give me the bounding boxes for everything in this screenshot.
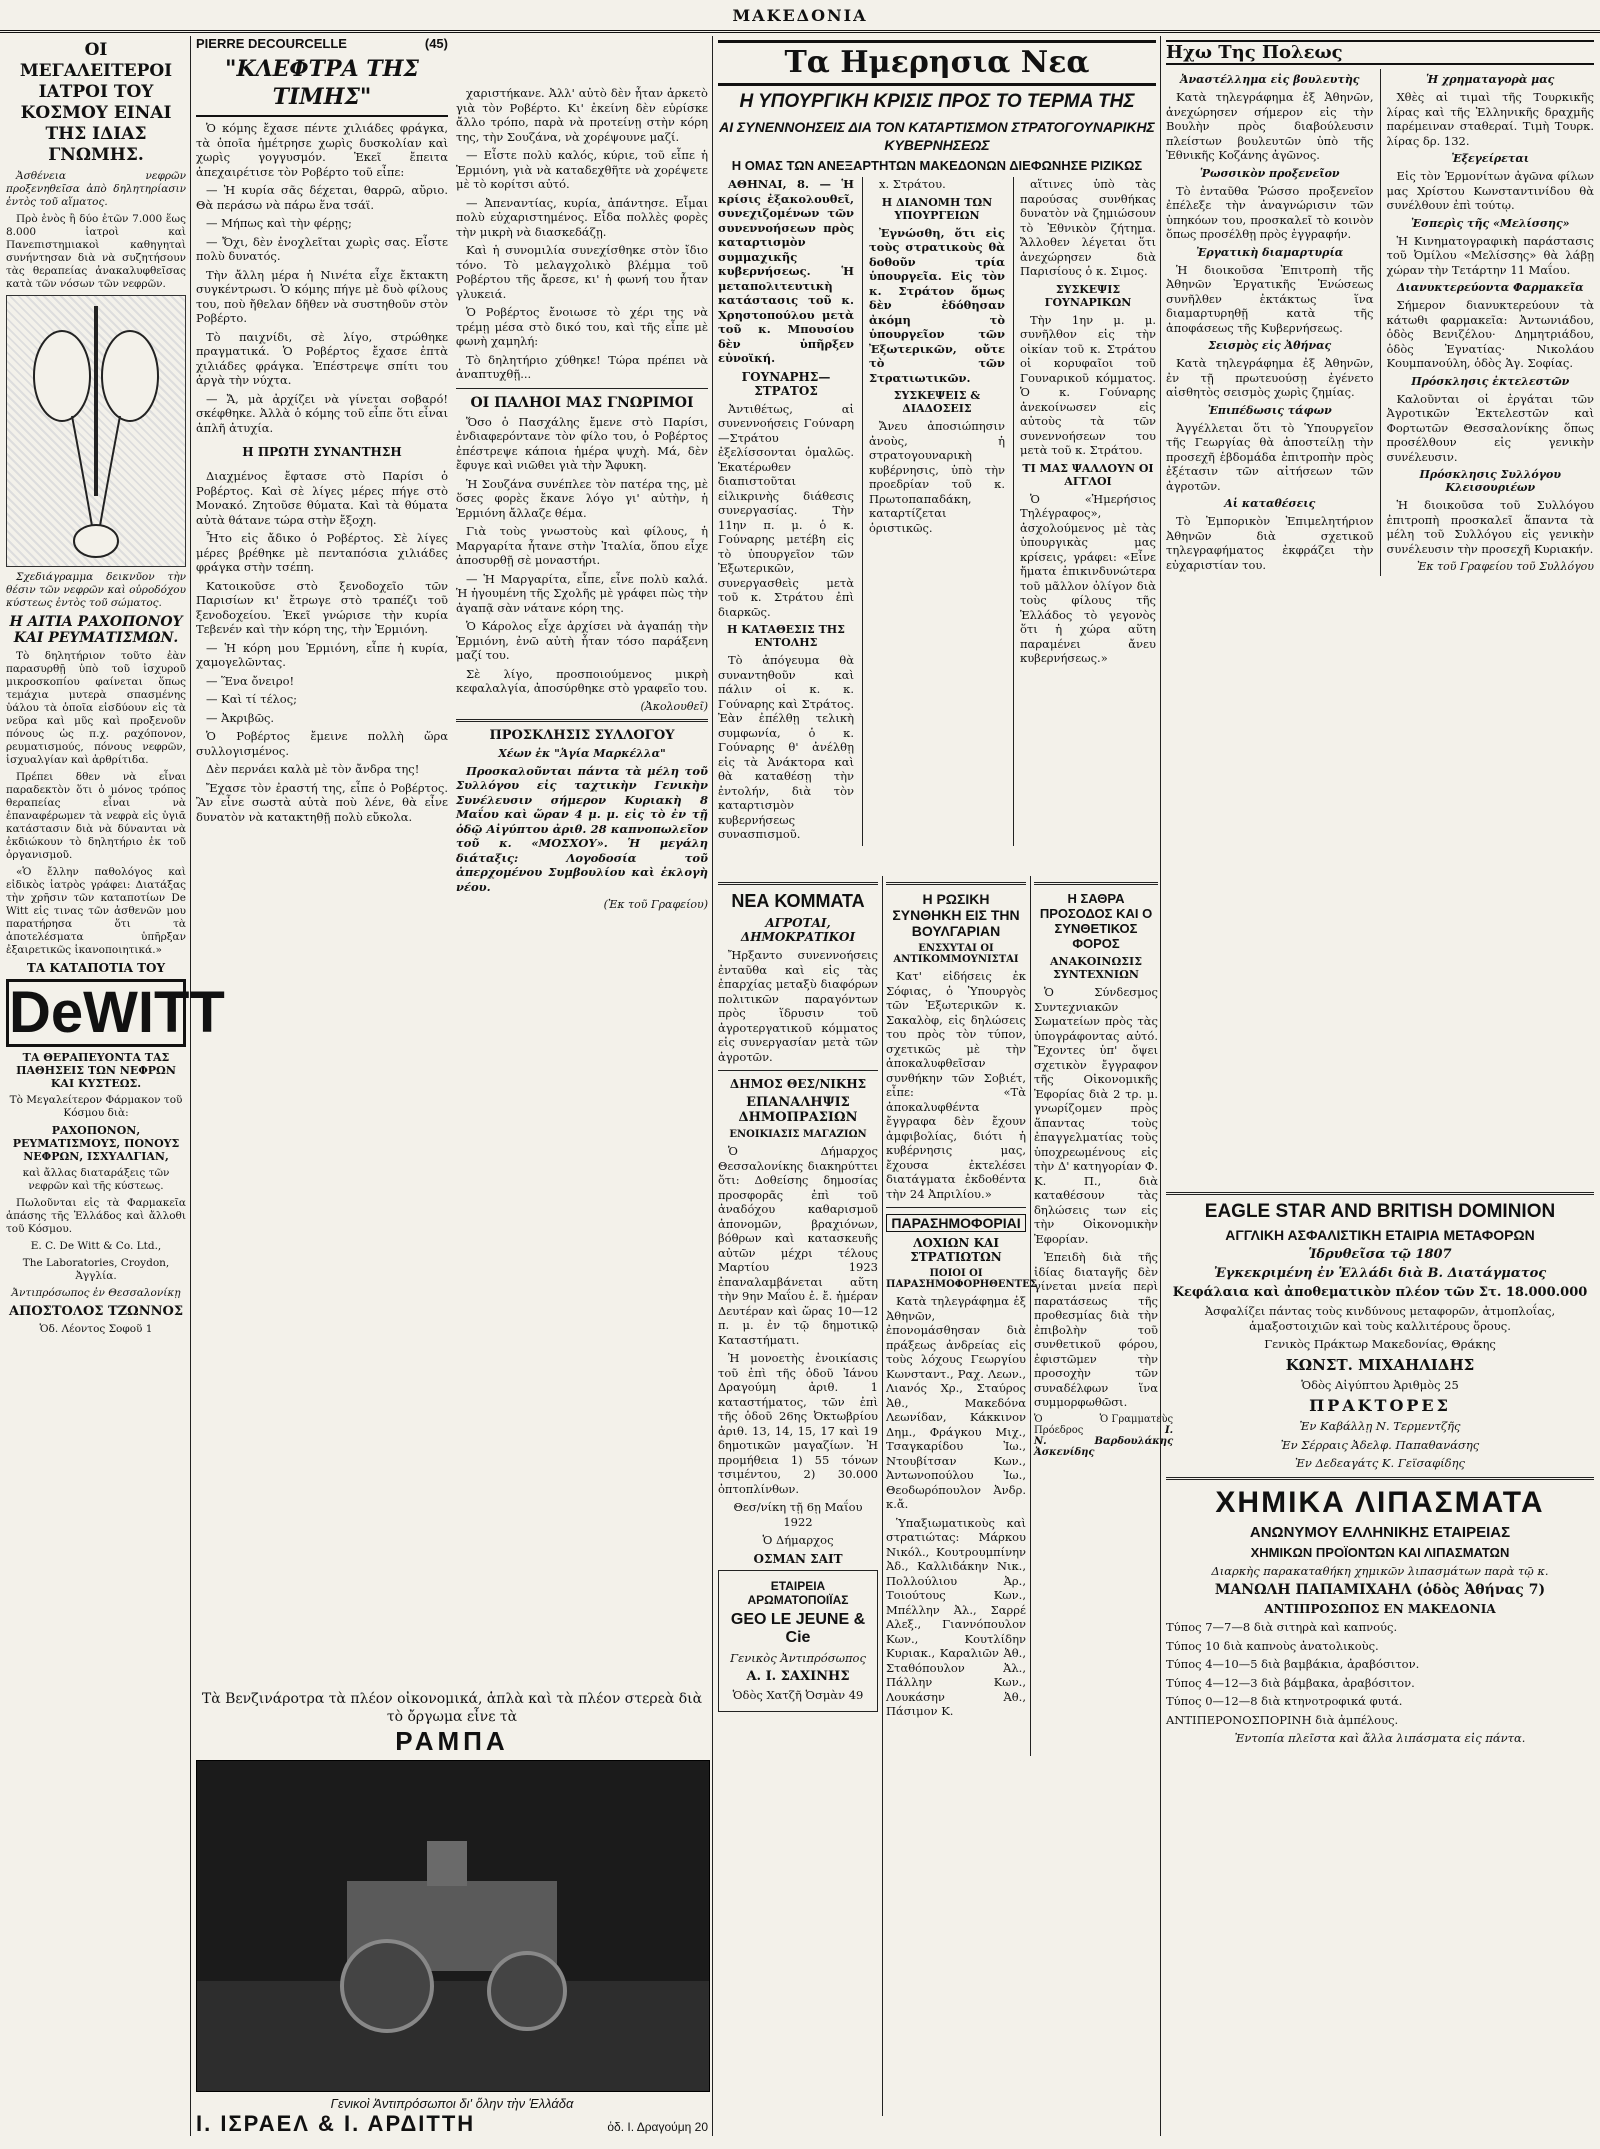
serial-paragraph: Ἡ Σουζάνα συνέπλεε τὸν πατέρα της, μὲ ὅσες φορὲς ἔκανε λόγο γι' αὐτὴν, ἡ Ἑρμιόνη ἄλλαζε θέμα. <box>456 476 708 520</box>
news-subhead: Η ΚΑΤΑΘΕΣΙΣ ΤΗΣ ΕΝΤΟΛΗΣ <box>727 623 845 649</box>
fertilizer-ad-agent: ΜΑΝΩΛΗ ΠΑΠΑΜΙΧΑΗΛ (ὁδὸς Ἀθήνας 7) <box>1214 1582 1546 1598</box>
item-title: Ἐξεγείρεται <box>1451 152 1530 165</box>
tax-text: Ἐπειδὴ διὰ τῆς ἰδίας διαταγῆς δὲν γίνεται μνεία περὶ παρατάσεως τῆς προθεσμίας διὰ τὴν ἐπιβολὴν τοῦ συνθετικοῦ φόρου, ἐφιστῶμεν τὴν προσοχὴν τῶν συναδέλφων ἵνα συμμορφωθῶσι. <box>1034 1250 1158 1409</box>
medals-subheadline: ΛΟΧΙΩΝ ΚΑΙ ΣΤΡΑΤΙΩΤΩΝ <box>910 1236 1002 1264</box>
rule <box>456 388 708 389</box>
auction-date: Θεσ/νίκη τῇ 6ῃ Μαΐου 1922 <box>733 1500 863 1529</box>
insurance-ad-capital: Κεφάλαια καὶ ἀποθεματικὸν πλέον τῶν Στ. 18.000.000 <box>1172 1285 1588 1300</box>
agents-row <box>196 2111 708 2137</box>
ad-line: καὶ ἄλλας διαταράξεις τῶν νεφρῶν καὶ τῆς κύστεως. <box>22 1167 170 1192</box>
item-title: Αἱ καταθέσεις <box>1224 497 1316 510</box>
auction-text: Ὁ Δήμαρχος Θεσσαλονίκης διακηρύττει ὅτι: Δοθείσης δημοσίας προσφορᾶς ἐπὶ τοῦ ἀναδόχου καθαρισμοῦ ἀπονομῶν, βραχιόνων, βόθρων καὶ κατασκευῆς αὐτῶν μέχρι τέλους Μαρτίου 1923 ἐπαναλαμβάνεται αὕτη τὴν 9ην Μαΐου ἐ. ἔ. ἡμέραν Δευτέραν καὶ ὥρας 10—12 π. μ. ἐν τῷ δημοτικῷ Καταστήματι. <box>718 1144 878 1347</box>
auction-subtitle: ΕΝΟΙΚΙΑΣΙΣ ΜΑΓΑΖΙΩΝ <box>729 1129 867 1140</box>
ad-agent-address: Ὁδ. Λέοντος Σοφοῦ 1 <box>39 1323 153 1335</box>
serial-paragraph: Ὁ Ροβέρτος ἔνοιωσε τὸ χέρι της νὰ τρέμῃ μέσα στὸ δικό του, καὶ τῆς εἶπε μὲ φωνὴ χαμηλή: <box>456 305 708 348</box>
signer-role: Ὁ Γραμματεὺς <box>1099 1413 1174 1425</box>
ad-pretitle: ΤΑ ΚΑΤΑΠΟΤΙΑ ΤΟΥ <box>26 961 166 975</box>
dewitt-logo: DeWITT <box>6 979 186 1047</box>
bulgaria-subheadline: ΕΝΣΧΥΤΑΙ ΟΙ ΑΝΤΙΚΟΜΜΟΥΝΙΣΤΑΙ <box>893 943 1019 965</box>
tractor-photo <box>196 1760 710 2092</box>
fertilizer-ad-type: Τύπος 4—10—5 διὰ βαμβάκια, ἀραβόσιτον. <box>1166 1657 1420 1671</box>
serial-paragraph: — Ἕνα ὄνειρο! <box>206 673 295 688</box>
column-divider <box>712 36 713 2136</box>
item-title: Πρόσκλησις Συλλόγου Κλεισουριέων <box>1419 468 1561 494</box>
agent-line: Ἐν Δεδεαγάτς Κ. Γεϊσαφίδης <box>1295 1456 1465 1470</box>
ad-paragraph: Πρὸ ἑνὸς ἢ δύο ἐτῶν 7.000 ἕως 8.000 ἰατροὶ καὶ Πανεπιστημιακοὶ καθηγηταὶ συνήντησαν διὰ νὰ συζητήσουν τὰς θεραπείας ἀνακαλυφθεῖσας κατὰ τῶν νόσων τῶν νεφρῶν. <box>6 213 186 290</box>
item-text: Σήμερον διανυκτερεύουν τὰ κάτωθι φαρμακεῖα: Ἀντωνιάδου, ὁδὸς Βενιζέλου· Δημητριάδου, ὁδὸς Ἐγνατίας· Νικολάου Κουμπανούλη, ὁδὸς Ἁγ. Σοφίας. <box>1386 298 1594 370</box>
news-paragraph: Τὴν 1ην μ. μ. συνῆλθον εἰς τὴν οἰκίαν τοῦ κ. Στράτου οἱ κορυφαῖοι τοῦ Γουναρικοῦ κόμματος. Ὁ κ. Γούναρης ἀνεκοίνωσεν εἰς αὐτοὺς τὰ τῶν συνεννοήσεων του μετὰ τοῦ κ. Στράτου. <box>1020 312 1156 457</box>
section-title: Τα Ημερησια Νεα <box>718 40 1156 86</box>
news-paragraph: Ὁ «Ἡμερήσιος Τηλέγραφος», ἀσχολούμενος μὲ τὰς ὑπουργικὰς μας κρίσεις, γράφει: «Εἶνε ἤματα ἐπικινδυνώτερα τοῦ μᾶλλον ὀλίγον διὰ τοὺς φίλους τῆς Ἑλλάδος τὸ γεγονὸς ὅτι ἡ χώρα αὕτη παραμένει ἄνευ κυβερνήσεως.» <box>1020 491 1156 665</box>
auction-title: ΕΠΑΝΑΛΗΨΙΣ ΔΗΜΟΠΡΑΣΙΩΝ <box>738 1095 858 1125</box>
rule <box>886 1207 1026 1208</box>
item-title: Ἀναστέλλημα εἰς βουλευτὴς <box>1179 73 1360 86</box>
item-title: Ἐργατικὴ διαμαρτυρία <box>1196 245 1344 259</box>
column-city-echo <box>1166 36 1594 1176</box>
serial-paragraph: Ὁ Κάρολος εἶχε ἀρχίσει νὰ ἀγαπάῃ τὴν Ἑρμιόνη, ἐνῶ αὐτὴ ἦταν τόσο παράξενη μαζί του. <box>456 619 708 662</box>
column-serial-left <box>196 36 448 1716</box>
club-notice-title: ΠΡΟΣΚΛΗΣΙΣ ΣΥΛΛΟΓΟΥ <box>489 727 675 743</box>
to-be-continued: (Ἀκολουθεῖ) <box>640 699 708 713</box>
serial-paragraph: Καὶ ἡ συνομιλία συνεχίσθηκε στὸν ἴδιο τόνο. Τὸ μελαγχολικὸ βλέμμα τοῦ Ροβέρτου τῆς ἄρεσε, κι' ἡ φωνή του ἦταν γλυκειά. <box>456 243 708 301</box>
rule <box>1034 882 1158 885</box>
news-paragraph: ΑΘΗΝΑΙ, 8. — Ἡ κρίσις ἐξακολουθεῖ, συνεχιζομένων τῶν συνεννοήσεων πρὸς καταρτισμὸν συμμαχικῆς κυβερνήσεως. Ἡ μεταπολιτευτικὴ κατάστασις τοῦ κ. Χρηστοπούλου μετὰ τοῦ κ. Μπουσίου δὲν ὑπῆρξεν εὐνοϊκή. <box>718 177 854 365</box>
perfume-ad <box>718 1570 878 1712</box>
ad-paragraph: Πρέπει δθεν νὰ εἶναι παραδεκτὸν ὅτι ὁ μόνος τρόπος θεραπείας εἶναι νὰ ἐπαναφέρωμεν τὰ νεφρὰ εἰς ὑγιᾶ κατάστασιν διὰ νὰ δύνανται νὰ ἐκδιώκουν τὸ δηλητήριο ἐκ τοῦ ὀργανισμοῦ. <box>6 771 186 861</box>
column-taxes <box>1034 876 1174 1756</box>
signer-name: Ν. Ἀσκενίδης <box>1034 1435 1095 1458</box>
ad-intro: Ἀσθένεια νεφρῶν προξενηθεῖσα ἀπὸ δηλητηρίασιν ἐντὸς τοῦ αἵματος. <box>6 170 186 208</box>
column-daily-news <box>718 36 1156 856</box>
column-kidney-ad <box>6 36 225 1756</box>
serial-paragraph: Ὁ κόμης ἔχασε πέντε χιλιάδες φράγκα, τὰ ὁποῖα ἠμέτρησε χωρὶς δυσκολίαν καὶ χωρὶς γογγυσμόν. Ἐκεῖ ἔπειτα ἀπεχαιρέτισε τὸν Ροβέρτο τοῦ εἶπε: <box>196 121 448 179</box>
city-echo-col <box>1166 69 1374 576</box>
ad-line: Τὸ Μεγαλείτερον Φάρμακον τοῦ Κόσμου διὰ: <box>9 1094 183 1119</box>
rule <box>456 719 708 722</box>
news-subhead: ΣΥΣΚΕΨΕΙΣ & ΔΙΑΔΟΣΕΙΣ <box>893 389 981 415</box>
tax-text: Ὁ Σύνδεσμος Συντεχνιακῶν Σωματείων πρὸς τὰς ὑπογράφοντας αὐτό. Ἔχοντες ὑπ' ὄψει σχετικὸν ἔγγραφον τῆς Οἰκονομικῆς Ἐφορίας διὰ 2 τρ. μ. γνωρίζομεν πρὸς ἅπαντας τοὺς ἐπαγγελματίας τοὺς ὑποχρεωμένους εἰς τὴν Δ' κατηγορίαν Φ. Κ. Π., διὰ καταθέσουν τὰς δηλώσεις των εἰς τὴν Οἰκονομικὴν Ἐφορίαν. <box>1034 985 1158 1246</box>
serial-paragraph: — Ὄχι, δὲν ἐνοχλεῖται χωρὶς σας. Εἶστε πολὺ δυνατός. <box>196 234 448 263</box>
club-notice-source: (Ἐκ τοῦ Γραφείου) <box>603 898 708 911</box>
parties-subheadline: ΑΓΡΟΤΑΙ, ΔΗΜΟΚΡΑΤΙΚΟΙ <box>740 916 856 944</box>
insurance-ad-address: Ὁδὸς Αἰγύπτου Ἀριθμὸς 25 <box>1301 1377 1459 1392</box>
ad-maker: E. C. De Witt & Co. Ltd., <box>30 1240 162 1252</box>
item-title: Ἐσπερὶς τῆς «Μελίσσης» <box>1410 216 1570 230</box>
item-text: Ἀγγέλλεται ὅτι τὸ Ὑπουργεῖον τῆς Γεωργίας θὰ ἀποστείλῃ τὴν προσεχῆ ἑβδομάδα ἐπιτροπὴν πρὸς ἐξέτασιν τῶν αἰτήσεων τῶν ἀγροτῶν. <box>1166 420 1374 493</box>
news-col-c <box>1013 177 1156 846</box>
auction-signer-role: Ὁ Δήμαρχος <box>762 1533 834 1547</box>
city-echo-title: Ηχω Της Πολεως <box>1166 40 1594 65</box>
medals-kicker: ΠΟΙΟΙ ΟΙ ΠΑΡΑΣΗΜΟΦΟΡΗΘΕΝΤΕΣ <box>886 1268 1037 1290</box>
item-text: Χθὲς αἱ τιμαὶ τῆς Τουρκικῆς λίρας καὶ τῆς Ἑλληνικῆς δραχμῆς παρέμειναν σταθεραί. Τιμὴ Τουρκ. λίρας δρ. 132. <box>1386 90 1594 148</box>
auction-text: Ἡ μονοετὴς ἐνοικίασις τοῦ ἐπὶ τῆς ὁδοῦ Ἰάνου Δραγούμη ἀριθ. 1 καταστήματος, τῶν ἐπὶ τῆς ὁδοῦ 26ης Ὀκτωβρίου ἀριθ. 13, 14, 15, 17 καὶ 19 δημοτικῶν μαγαζίων. Ἡ προμήθεια 1) 55 τόνων τσιμέντου, 2) 30.000 ὀπτοπλίνθων. <box>718 1351 878 1496</box>
rampa-agents <box>196 2096 708 2137</box>
medals-text: Ὑπαξιωματικοὺς καὶ στρατιώτας: Μάρκου Νικόλ., Κουτρουμπίνην Ἀδ., Καλλιδάκην Νικ., Πολλούλιου Ἀρ., Τοιούτους Κων., Μπέλλην Ἀλ., Σαρρέ Αλεξ., Γιαννόπουλον Κων., Κουτλίδην Κυριακ., Καραλιῶν Ἀθ., Σταθόπουλον Ἀλ., Πάλλην Κων., Λουκάσην Ἀθ., Πάσιμον Κ. <box>886 1515 1026 1718</box>
serial-paragraph: Δὲν περνάει καλὰ μὲ τὸν ἄνδρα της! <box>206 762 420 776</box>
item-text: Κατὰ τηλεγράφημα ἐξ Ἀθηνῶν, ἀνεχώρησεν σήμερον εἰς τὴν Βουλὴν πρὸς διαβούλευσιν πλείστων βουλευτῶν ὑπὸ τῆς Ἐθνικῆς Κοζάνης ἀγῶνος. <box>1166 90 1374 162</box>
parties-headline: ΝΕΑ ΚΟΜΜΑΤΑ <box>731 891 865 911</box>
signer-role: Ὁ Πρόεδρος <box>1034 1413 1084 1436</box>
perfume-ad-title: ΕΤΑΙΡΕΙΑ ΑΡΩΜΑΤΟΠΟΙΪΑΣ <box>747 1578 849 1607</box>
serial-paragraph: — Ἀπεναντίας, κυρία, ἀπάντησε. Εἶμαι πολὺ εὐχαριστημένος. Εἶδα πολλὲς φορὲς τὴν μικρὴ νὰ διασκεδάζῃ. <box>456 195 708 239</box>
auction-signer: ΟΣΜΑΝ ΣΑΙΤ <box>753 1551 843 1566</box>
column-parties <box>718 876 878 2116</box>
serial-paragraph: — Ἀκριβῶς. <box>206 710 275 725</box>
item-title: Ῥωσσικὸν προξενεῖον <box>1199 166 1340 180</box>
news-subhead: Η ΔΙΑΝΟΜΗ ΤΩΝ ΥΠΟΥΡΓΕΙΩΝ <box>881 195 993 222</box>
tax-signer-left <box>1034 1414 1095 1458</box>
serial-paragraph: — Ἡ Μαργαρίτα, εἶπε, εἶνε πολὺ καλά. Ἡ ἡγουμένη τῆς Σχολῆς μὲ γράφει πὼς τὴν ἀγαπᾷ σὰν νάτανε κόρη της. <box>456 571 708 615</box>
fertilizer-ad-company2: ΧΗΜΙΚΩΝ ΠΡΟΪΟΝΤΩΝ ΚΑΙ ΛΙΠΑΣΜΑΤΩΝ <box>1250 1544 1510 1560</box>
serial-title: "ΚΛΕΦΤΡΑ ΤΗΣ ΤΙΜΗΣ" <box>196 55 448 117</box>
tax-signatures <box>1034 1413 1174 1458</box>
agents-label: Γενικοὶ Ἀντιπρόσωποι δι' ὅλην τὴν Ἑλλάδα <box>330 2096 574 2111</box>
ad-line: ΤΑ ΘΕΡΑΠΕΥΟΝΤΑ ΤΑΣ ΠΑΘΗΣΕΙΣ ΤΩΝ ΝΕΦΡΩΝ ΚΑΙ ΚΥΣΤΕΩΣ. <box>16 1051 176 1090</box>
ad-headline: ΟΙ ΜΕΓΑΛΕΙΤΕΡΟΙ ΙΑΤΡΟΙ ΤΟΥ ΚΟΣΜΟΥ ΕΙΝΑΙ ΤΗΣ ΙΔΙΑΣ ΓΝΩΜΗΣ. <box>19 40 173 165</box>
rampa-banner <box>196 1690 708 1757</box>
perfume-ad-address: Ὁδὸς Χατζῆ Ὀσμὰν 49 <box>732 1688 864 1702</box>
serial-section-title: Η ΠΡΩΤΗ ΣΥΝΑΝΤΗΣΗ <box>242 445 402 459</box>
parties-text: Ἤρξαντο συνεννοήσεις ἐνταῦθα καὶ εἰς τὰς ἐπαρχίας μεταξὺ διαφόρων πολιτικῶν παραγόντων πρὸς ἵδρυσιν τοῦ ἀγροτεργατικοῦ κόμματος εἰς συνεργασίαν μετὰ τῶν ἀγροτῶν. <box>718 948 878 1064</box>
bulgaria-text: Κατ' εἰδήσεις ἐκ Σόφιας, ὁ Ὑπουργὸς τῶν Ἐξωτερικῶν κ. Σακαλὸφ, εἰς δηλώσεις του πρὸς τὸν τύπον, σχετικῶς μὲ τὴν ἀποκαλυφθεῖσαν συνθήκην τῶν Σοβιέτ, εἶπε: «Τὰ ἀποκαλυφθέντα ἔγγραφα δὲν ἔχουν ἀμφιβολίας, διότι ἡ κυβέρνησις μας, ἔχουσα ἐκτελέσει διατάγματα ἐκδοθέντα τὴν 24 Ἀπριλίου.» <box>886 969 1026 1201</box>
club-notice-subtitle: Χέων ἐκ "Ἁγία Μαρκέλλα" <box>498 746 666 760</box>
agents-title: ΠΡΑΚΤΟΡΕΣ <box>1309 1396 1451 1415</box>
news-paragraph: Τὸ ἀπόγευμα θὰ συναντηθοῦν καὶ πάλιν οἱ κ. κ. Γούναρης καὶ Στράτος. Ἐὰν ἐπέλθῃ τελικὴ συμφωνία, ὁ κ. Γούναρης θ' ἀνέλθῃ εἰς τὰ Ἀνάκτορα καὶ θὰ καταθέσῃ τὴν ἐντολήν, διὰ τὸν καταρτισμὸν κυβερνήσεως συνασπισμοῦ. <box>718 653 854 841</box>
serial-paragraph: Ὁ Ροβέρτος ἔμεινε πολλὴ ὥρα συλλογισμένος. <box>196 729 448 758</box>
serial-paragraph: Τὸ δηλητήριο χύθηκε! Τώρα πρέπει νὰ ἀναπτυχθῇ... <box>456 352 708 381</box>
masthead: ΜΑΚΕΔΟΝΙΑ <box>732 6 868 25</box>
perfume-ad-brand: GEO LE JEUNE & Cie <box>730 1610 866 1646</box>
serial-paragraph: Ἦτο εἰς ἄδικο ὁ Ροβέρτος. Σὲ λίγες μέρες βρέθηκε μὲ πενταπόσια χιλιάδες φράγκα στὴν τσέπη. <box>196 531 448 574</box>
rule <box>886 882 1026 885</box>
item-title: Ἡ χρηματαγορὰ μας <box>1426 73 1555 86</box>
news-paragraph: Ἀντιθέτως, αἱ συνεννοήσεις Γούναρη—Στράτου ἐξελίσσονται ὁμαλῶς. Ἑκατέρωθεν διαπιστοῦται εἰλικρινὴς διάθεσις συνεργασίας. Τὴν 11ην π. μ. ὁ κ. Γούναρης μετέβη εἰς τὸ ὑπουργεῖον τῶν Ἐξωτερικῶν, συνεργασθεὶς μετὰ τοῦ κ. Στράτου ἐπὶ διαρκῶς. <box>718 401 854 619</box>
news-paragraph: Ἐγνώσθη, ὅτι εἰς τοὺς στρατικοὺς θὰ δοθοῦν τρία ὑπουργεῖα. Εἰς τὸν κ. Στράτον ὅμως δὲν ἐδόθησαν ἀκόμη τὸ ὑπουργεῖον τῶν Ἐξωτερικῶν, οὔτε τὸ τῶν Στρατιωτικῶν. <box>869 225 1005 385</box>
signer-name: Ι. Βαρδουλάκης <box>1094 1424 1174 1447</box>
serial-paragraph: Κατοικοῦσε στὸ ξενοδοχεῖο τῶν Παρισίων κι' ἔτρωγε στὸ τραπέζι τοῦ ξενοδοχείου. Ἐκεῖ γνώρισε τὴν κυρία Τεβενέν καὶ τὴν κόρη της, τὴν Ἑρμιόνη. <box>196 578 448 636</box>
serial-author: PIERRE DECOURCELLE <box>196 36 347 51</box>
city-echo-col <box>1380 69 1595 576</box>
serial-paragraph: — Εἶστε πολὺ καλός, κύριε, τοῦ εἶπε ἡ Ἑρμιόνη, γιὰ νὰ καταδεχθῆτε νὰ χορέψετε μὲ τὸ κορίτσι αὐτό. <box>456 148 708 191</box>
fertilizer-ad-company: ΑΝΩΝΥΜΟΥ ΕΛΛΗΝΙΚΗΣ ΕΤΑΙΡΕΙΑΣ <box>1249 1523 1511 1541</box>
tax-signer-right <box>1095 1414 1174 1458</box>
agent-line: Ἐν Καβάλλῃ Ν. Τερμεντζῆς <box>1299 1419 1461 1433</box>
fertilizer-ad-type: Τύπος 10 διὰ καπνοὺς ἀνατολικοὺς. <box>1166 1638 1379 1653</box>
medals-headline: ΠΑΡΑΣΗΜΟΦΟΡΙΑΙ <box>886 1214 1026 1232</box>
tax-headline: Η ΣΑΘΡΑ ΠΡΟΣΟΔΟΣ ΚΑΙ Ο ΣΥΝΘΕΤΙΚΟΣ ΦΟΡΟΣ <box>1039 891 1153 951</box>
news-col-b <box>862 177 1005 846</box>
tractor-silhouette <box>197 1761 709 2091</box>
news-subhead: ΤΙ ΜΑΣ ΨΑΛΛΟΥΝ ΟΙ ΑΓΓΛΟΙ <box>1022 461 1154 488</box>
headline-tertiary: Η ΟΜΑΣ ΤΩΝ ΑΝΕΞΑΡΤΗΤΩΝ ΜΑΚΕΔΟΝΩΝ ΔΙΕΦΩΝΗΣΕ ΡΙΖΙΚΩΣ <box>731 158 1143 173</box>
insurance-ad-line: Ἱδρυθεῖσα τῷ 1807 <box>1308 1247 1452 1262</box>
fertilizer-ad-type: Τύπος 7—7—8 διὰ σιτηρὰ καὶ καπνούς. <box>1166 1620 1398 1634</box>
news-paragraph: Ἄνευ ἀποσιώπησιν ἀνοὺς, ἡ στρατογουναρικὴ κυβέρνησις, ὑπὸ τὴν προεδρίαν τοῦ κ. Πρωτοπαπαδάκη, καταρτίζεται ὁριστικῶς. <box>869 419 1005 535</box>
column-bulgaria <box>886 876 1037 2116</box>
ad-paragraph: Τὸ δηλητήριον τοῦτο ἐὰν παρασυρθῇ ὑπὸ τοῦ ἰσχυροῦ μικροσκοπίου φαίνεται ὅπως τεμάχια μυτερὰ σπασμένης ὑάλου τὰ ὁποῖα εἰσδύουν εἰς τὰ νεῦρα καὶ μῦς καὶ προξενοῦν πόνους ὡς π.χ. ραχόπονον, ρευματισμούς, πόνους νεφρῶν, ἰσχυαλγίαν καὶ ἀρθρίτιδα. <box>6 650 186 766</box>
item-title: Διανυκτερεύοντα Φαρμακεῖα <box>1396 281 1584 294</box>
item-source: Ἐκ τοῦ Γραφείου τοῦ Συλλόγου <box>1416 560 1594 573</box>
item-text: Ἡ διοικοῦσα τοῦ Συλλόγου ἐπιτροπὴ προσκαλεῖ ἅπαντα τὰ μέλη τοῦ Συλλόγου εἰς γενικὴν συνέλευσιν τὴν προσεχῆ Κυριακήν. <box>1386 498 1594 556</box>
fertilizer-ad-type: ΑΝΤΙΠΕΡΟΝΟΣΠΟΡΙΝΗ διὰ ἀμπέλους. <box>1166 1712 1399 1727</box>
rule <box>1166 1192 1594 1195</box>
ad-line: ΡΑΧΟΠΟΝΟΝ, ΡΕΥΜΑΤΙΣΜΟΥΣ, ΠΟΝΟΥΣ ΝΕΦΡΩΝ, ΙΣΧΥΑΛΓΙΑΝ, <box>12 1124 180 1163</box>
serial-paragraph: — Ἡ κυρία σᾶς δέχεται, θαρρῶ, αὔριο. Θὰ περάσω νὰ πάρω ἕνα τσάϊ. <box>196 183 448 212</box>
insurance-ad-subtitle: ΑΓΓΛΙΚΗ ΑΣΦΑΛΙΣΤΙΚΗ ΕΤΑΙΡΙΑ ΜΕΤΑΦΟΡΩΝ <box>1225 1227 1535 1243</box>
fertilizer-ad-type: Τύπος 4—12—3 διὰ βάμβακα, ἀραβόσιτον. <box>1166 1675 1415 1690</box>
illustration-caption: Σχεδιάγραμμα δεικνῦον τὴν θέσιν τῶν νεφρῶν καὶ οὐροδόχου κύστεως ἐντὸς τοῦ σώματος. <box>6 571 186 609</box>
serial-paragraph: — Καὶ τί τέλος; <box>206 692 298 706</box>
rule <box>1166 1477 1594 1480</box>
perfume-ad-line: Γενικὸς Ἀντιπρόσωπος <box>730 1650 866 1665</box>
agents-address: ὁδ. Ι. Δραγούμη 20 <box>607 2120 708 2134</box>
banner-text: Τὰ Βενζινάροτρα τὰ πλέον οἰκονομικά, ἁπλὰ καὶ τὰ πλέον στερεὰ διὰ τὸ ὄργωμα εἶνε τὰ <box>201 1691 703 1725</box>
perfume-ad-agent: Α. Ι. ΣΑΧΙΝΗΣ <box>746 1669 850 1684</box>
insurance-ad-line: Γενικὸς Πράκτωρ Μακεδονίας, Θράκης <box>1264 1337 1496 1351</box>
news-paragraph: x. Στράτου. <box>879 177 946 191</box>
item-text: Ἡ Κινηματογραφικὴ παράστασις τοῦ Ὀμίλου «Μελίσσης» θὰ λάβῃ χώραν τὴν Τετάρτην 11 Μαΐου. <box>1386 233 1594 277</box>
serial-paragraph: Τὴν ἄλλη μέρα ἡ Νινέτα εἶχε ἔκτακτη συγκέντρωσι. Ὁ κόμης πήγε μὲ δυὸ φίλους του, ποὺ ἤθελαν δῆθεν νὰ συστηθοῦν στὸν Ροβέρτο. <box>196 267 448 325</box>
news-subhead: ΣΥΣΚΕΨΙΣ ΓΟΥΝΑΡΙΚΩΝ <box>1044 282 1132 309</box>
news-subhead: ΓΟΥΝΑΡΗΣ—ΣΤΡΑΤΟΣ <box>741 369 831 398</box>
club-notice-text: Προσκαλοῦνται πάντα τὰ μέλη τοῦ Συλλόγου εἰς ταχτικὴν Γενικὴν Συνέλευσιν σήμερον Κυριακὴ 8 Μαΐου καὶ ὥραν 4 μ. μ. εἰς τὸ ἐν τῇ ὁδῷ Αἰγύπτου ἀριθ. 28 καπνοπωλεῖον τοῦ κ. «ΜΟΣΧΟΥ». Ἡ μεγάλη διάταξις: Λογοδοσία τοῦ ἀπερχομένου Συμβουλίου καὶ ἐκλογὴ νέου. <box>456 763 708 894</box>
ad-line: Πωλοῦνται εἰς τὰ Φαρμακεῖα ἁπάσης τῆς Ἑλλάδος καὶ ἄλλοθι τοῦ Κόσμου. <box>6 1197 186 1235</box>
insurance-ad-title: EAGLE STAR AND BRITISH DOMINION <box>1204 1201 1556 1222</box>
serial-paragraph: — Ἄ, μὰ ἀρχίζει νὰ γίνεται σοβαρό! σκέφθηκε. Ἀλλὰ ὁ κόμης τοῦ εἶπε ὅτι εἶναι ἁπλῆ ἀτυχία. <box>196 391 448 435</box>
news-body <box>718 177 1156 846</box>
column-divider <box>190 36 191 2136</box>
serial-installment: (45) <box>424 36 448 51</box>
column-ads-right <box>1166 1186 1594 2136</box>
item-title: Ἐπιπέδωσις τάφων <box>1207 403 1332 417</box>
kidney-illustration <box>6 295 186 567</box>
serial-paragraph: — Ἡ κόρη μου Ἑρμιόνη, εἶπε ἡ κυρία, χαμογελῶντας. <box>196 640 448 669</box>
masthead-rule <box>0 30 1600 33</box>
fertilizer-ad-type: Τύπος 0—12—8 διὰ κτηνοτροφικά φυτά. <box>1166 1694 1403 1708</box>
headline-main: Η ΥΠΟΥΡΓΙΚΗ ΚΡΙΣΙΣ ΠΡΟΣ ΤΟ ΤΕΡΜΑ ΤΗΣ <box>739 91 1135 112</box>
column-divider <box>882 876 883 2116</box>
bulgaria-headline: Η ΡΩΣΙΚΗ ΣΥΝΘΗΚΗ ΕΙΣ ΤΗΝ ΒΟΥΛΓΑΡΙΑΝ <box>892 891 1020 939</box>
item-text: Κατὰ τηλεγράφημα ἐξ Ἀθηνῶν, ἐν τῇ πρωτευούσῃ ἐγένετο αἰσθητὸς σεισμὸς χωρὶς ζημίας. <box>1166 356 1374 399</box>
insurance-ad-line: Ἀσφαλίζει πάντας τοὺς κινδύνους μεταφορῶν, ἀτμοπλοΐας, ἁμαξοστοιχιῶν καὶ τοὺς καλλιτέρους ὅρους. <box>1204 1304 1556 1333</box>
serial-header <box>196 36 448 51</box>
rule <box>718 882 878 885</box>
serial-paragraph: Τὸ παιχνίδι, σὲ λίγο, στρώθηκε πραγματικά. Ὁ Ροβέρτος ἔχασε ἑπτὰ χιλιάδες φράγκα. Ἐπέστρεψε σπίτι του ἀργὰ τὴν νύχτα. <box>196 329 448 387</box>
fertilizer-ad-title: ΧΗΜΙΚΑ ΛΙΠΑΣΜΑΤΑ <box>1215 1485 1545 1519</box>
rule <box>718 1070 878 1071</box>
serial-paragraph: Διαχμένος ἔφτασε στὸ Παρίσι ὁ Ροβέρτος. Καὶ σὲ λίγες μέρες πήγε στὸ Μονακό. Ζητοῦσε θύματα. Καὶ τὰ θύματα αὐτὰ θάτανε τώρα στὴν ἔξοχη. <box>196 469 448 527</box>
ad-agent: ΑΠΟΣΤΟΛΟΣ ΤΖΩΝΝΟΣ <box>8 1304 184 1319</box>
item-text: Καλοῦνται οἱ ἐργάται τῶν Ἀγροτικῶν Ἐκτελεστῶν καὶ Φορτωτῶν Θεσσαλονίκης ὅπως προσέλθουν εἰς γενικὴν συνέλευσιν. <box>1386 391 1594 464</box>
ad-subheading: Η ΑΙΤΙΑ ΡΑΧΟΠΟΝΟΥ ΚΑΙ ΡΕΥΜΑΤΙΣΜΩΝ. <box>9 614 183 646</box>
column-divider <box>1030 876 1031 1756</box>
medals-text: Κατὰ τηλεγράφημα ἐξ Ἀθηνῶν, ἐπονομάσθησαν διὰ πράξεως ἀνδρείας εἰς τοὺς λόχους Γεωργίου Κωνσταντ., Ραχ. Λεων., Λιανός Χρ., Σταύρος Ἀθ., Μακεδόνα Λεωνίδαν, Κάκκινον Δημ., Φράγκου Μιχ., Τσαγκαρίδου Ἰω., Ντουβίτσαν Κων., Ἀντωνοπούλου Ἰω., Θεοδωρόπουλον Ἀνδρ. κ.ἄ. <box>886 1294 1026 1511</box>
banner-brand: ΡΑΜΠΑ <box>395 1726 509 1756</box>
tax-subheadline: ΑΝΑΚΟΙΝΩΣΙΣ ΣΥΝΤΕΧΝΙΩΝ <box>1050 955 1142 981</box>
item-text: Ἡ διοικοῦσα Ἐπιτροπὴ τῆς Ἀθηνῶν Ἐργατικῆς Ἑνώσεως συνῆλθεν ἐκτάκτως ἵνα διαμαρτυρηθῇ κατὰ τῆς ἀποφάσεως τῆς Κυβερνήσεως. <box>1166 262 1374 335</box>
item-text: Εἰς τὸν Ἑρμονίτων ἀγῶνα φίλων μας Χρίστου Κωνσταντινίδου θὰ συνέλθουν ἐπὶ τούτῳ. <box>1386 169 1594 212</box>
item-text: Τὸ Ἐμπορικὸν Ἐπιμελητήριον Ἀθηνῶν διὰ σχετικοῦ τηλεγραφήματος ἐκφράζει τὴν εὐχαριστίαν του. <box>1166 514 1374 572</box>
city-echo-body <box>1166 69 1594 576</box>
fertilizer-ad-line: Διαρκὴς παρακαταθήκη χημικῶν λιπασμάτων παρὰ τῷ κ. <box>1211 1563 1549 1578</box>
news-col-a <box>718 177 854 846</box>
serial-paragraph: Ὅσο ὁ Πασχάλης ἔμενε στὸ Παρίσι, ἐνδιαφερόντανε τὸν φίλο του, ὁ Ροβέρτος ἐπέστρεψε κάποια ἡμέρα ψυχὴ. Μά, δὲν ἔφυγε καὶ νιῶθει γιὰ τὴν Ἄφυκη. <box>456 414 708 472</box>
kidney-drawing <box>7 296 185 566</box>
headline-secondary: ΑΙ ΣΥΝΕΝΝΟΗΣΕΙΣ ΔΙΑ ΤΟΝ ΚΑΤΑΡΤΙΣΜΟΝ ΣΤΡΑΤΟΓΟΥΝΑΡΙΚΗΣ ΚΥΒΕΡΝΗΣΕΩΣ <box>719 119 1155 153</box>
news-paragraph: αἵτινες ὑπὸ τὰς παρούσας συνθήκας δυνατὸν νὰ ζημιώσουν τὸ Ἐθνικὸν ζήτημα. Ἄλλοθεν λέγεται ὅτι ἀνεχώρησεν διὰ Παρισίους ὁ κ. Σιμος. <box>1020 177 1156 278</box>
serial-paragraph: Γιὰ τοὺς γνωστοὺς καὶ φίλους, ἡ Μαργαρίτα ἦτανε στὴν Ἰταλία, ὅπου εἶχε ἀποσυρθῇ σὲ μοναστήρι. <box>456 524 708 567</box>
serial-section-title: ΟΙ ΠΑΛΗΟΙ ΜΑΣ ΓΝΩΡΙΜΟΙ <box>470 394 694 411</box>
ad-agent-label: Ἀντιπρόσωπος ἐν Θεσσαλονίκῃ <box>11 1287 181 1299</box>
agent-line: Ἐν Σέρραις Ἀδελφ. Παπαθανάσης <box>1280 1437 1480 1452</box>
column-serial-right <box>456 36 708 1716</box>
serial-paragraph: Σὲ λίγο, προσποιούμενος μικρὴ κεφαλαλγία, ἀποσύρθηκε στὸ γραφεῖο του. <box>456 666 708 695</box>
serial-paragraph: Ἔχασε τὸν ἐραστή της, εἶπε ὁ Ροβέρτος. Ἂν εἶνε σωστὰ αὐτὰ ποὺ λένε, θὰ εἶνε δυνατὸν νὰ κατακτηθῇ πολὺ εὔκολα. <box>196 780 448 824</box>
serial-paragraph: χαριστήκανε. Ἀλλ' αὐτὸ δὲν ἦταν ἀρκετὸ γιὰ τὸν Ροβέρτο. Κι' ἐκείνη δὲν εὑρίσκε ἄλλο τρόπο, παρὰ νὰ προτείνῃ στὴν κόρη της, τὴν Σουζάνα, νὰ χορέψουνε μαζί. <box>456 86 708 144</box>
fertilizer-ad-region: ΑΝΤΙΠΡΟΣΩΠΟΣ ΕΝ ΜΑΚΕΔΟΝΙΑ <box>1264 1602 1496 1616</box>
insurance-ad-agent: ΚΩΝΣΤ. ΜΙΧΑΗΛΙΔΗΣ <box>1285 1355 1475 1374</box>
agents-name: Ι. ΙΣΡΑΕΛ & Ι. ΑΡΔΙΤΤΗ <box>196 2111 476 2136</box>
item-text: Τὸ ἐνταῦθα Ῥώσσο προξενεῖον ἐπέλεξε τὴν ἀναγνώρισιν τῶν ὑπηκόων του, προσκαλεῖ τὸ κοινὸν ὅπως προσέλθῃ πρὸς ἐγγραφήν. <box>1166 183 1374 241</box>
ad-quote: «Ὁ ἔλλην παθολόγος καὶ εἰδικὸς ἰατρὸς γράφει: Διατάξας τὴν χρῆσιν τῶν καταποτίων De Witt εἰς τινας τῶν ἀσθενῶν μου παρατήρησα ὅτι τὰ ἀποτελέσματα ὑπῆρξαν ἐξαιρετικῶς ἱκανοποιητικά.» <box>6 866 186 956</box>
item-title: Σεισμὸς εἰς Ἀθήνας <box>1208 339 1332 352</box>
insurance-ad-line: Ἐγκεκριμένη ἐν Ἑλλάδι διὰ Β. Διατάγματος <box>1213 1266 1547 1281</box>
fertilizer-ad-footer: Ἐντοπία πλεῖστα καὶ ἄλλα λιπάσματα εἰς πάντα. <box>1234 1731 1526 1745</box>
municipality-title: ΔΗΜΟΣ ΘΕΣ/ΝΙΚΗΣ <box>729 1077 867 1091</box>
column-divider <box>1160 36 1161 2136</box>
ad-address: The Laboratories, Croydon, Ἀγγλία. <box>22 1257 170 1282</box>
serial-paragraph: — Μήπως καὶ τὴν φέρῃς; <box>206 216 352 230</box>
item-title: Πρόσκλησις ἐκτελεστῶν <box>1411 374 1570 388</box>
